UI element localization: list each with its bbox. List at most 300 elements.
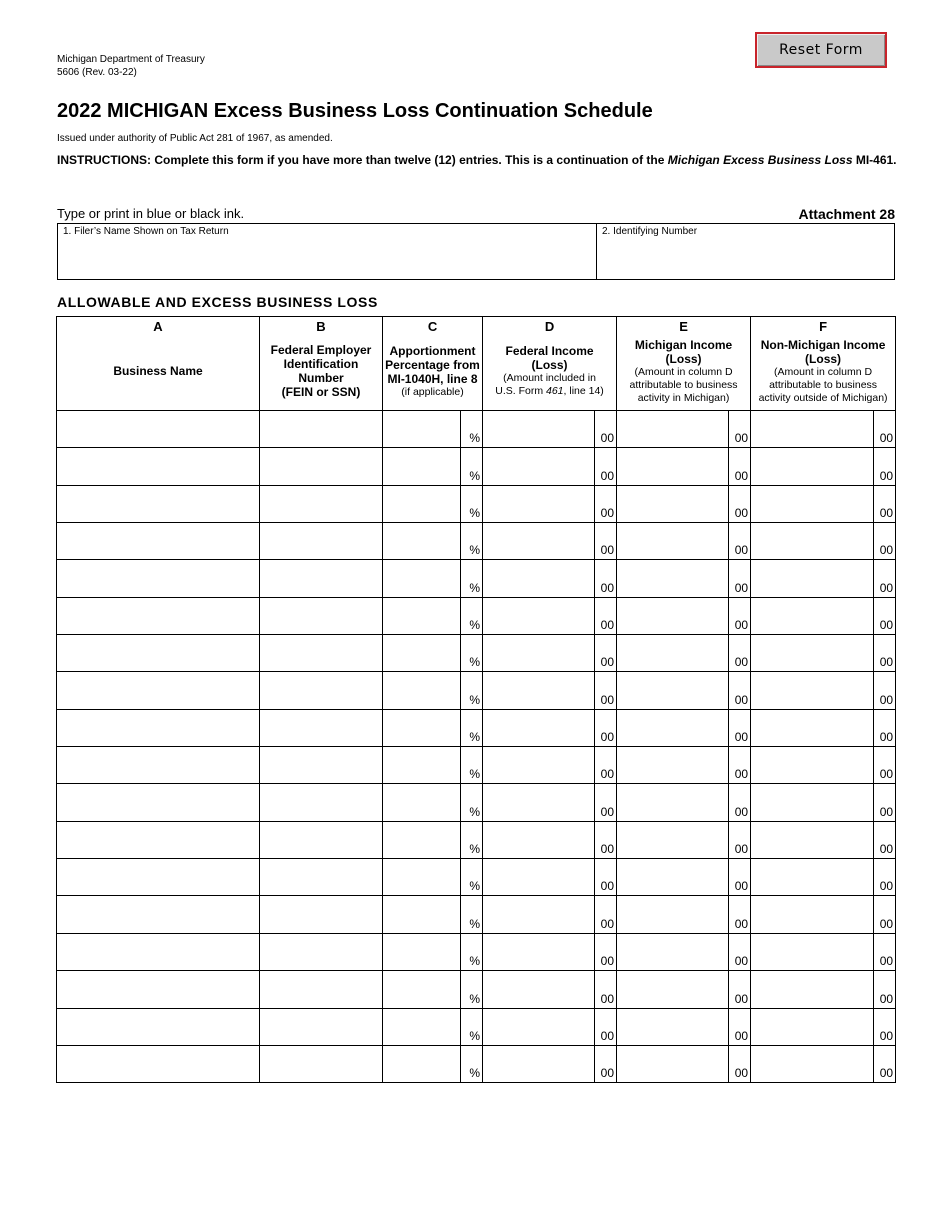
table-row [57,896,896,933]
non-michigan-income-field[interactable] [751,1008,874,1045]
table-row [57,1045,896,1082]
business-name-field[interactable] [57,672,260,709]
col-d-note2-post: , line 14) [563,385,604,397]
apportionment-field[interactable] [383,971,461,1008]
percent-suffix [461,1045,483,1082]
fein-field[interactable] [260,1008,383,1045]
federal-income-cents [595,411,617,448]
federal-income-field[interactable] [483,784,595,821]
non-michigan-income-cents-label: 00 [879,692,894,707]
business-name-field[interactable] [57,411,260,448]
michigan-income-cents [729,821,751,858]
federal-income-cents [595,896,617,933]
percent-suffix [461,896,483,933]
federal-income-cents-label: 00 [600,879,615,894]
col-f-line2: (Loss) [805,351,842,366]
non-michigan-income-field[interactable] [751,821,874,858]
table-row [57,485,896,522]
col-d-letter: D [544,319,555,334]
reset-form-button[interactable]: Reset Form [755,32,887,68]
percent-suffix-label: % [469,692,481,707]
col-e-line1: Michigan Income [634,337,733,352]
non-michigan-income-cents-label: 00 [879,767,894,782]
business-name-field[interactable] [57,597,260,634]
fein-field[interactable] [260,560,383,597]
form-title: 2022 MICHIGAN Excess Business Loss Continuation Schedule [57,100,653,122]
michigan-income-cents [729,709,751,746]
instructions [57,152,897,168]
federal-income-cents-label: 00 [600,1028,615,1043]
percent-suffix [461,971,483,1008]
federal-income-cents-label: 00 [600,692,615,707]
federal-income-cents-label: 00 [600,468,615,483]
percent-suffix [461,933,483,970]
table-row [57,859,896,896]
michigan-income-cents-label: 00 [734,730,749,745]
apportionment-field[interactable] [383,709,461,746]
non-michigan-income-field[interactable] [751,411,874,448]
fein-field[interactable] [260,485,383,522]
michigan-income-cents-label: 00 [734,506,749,521]
col-b-line3: Number [298,371,344,385]
michigan-income-field[interactable] [617,560,729,597]
fein-field[interactable] [260,896,383,933]
apportionment-field[interactable] [383,672,461,709]
federal-income-field[interactable] [483,635,595,672]
federal-income-cents [595,485,617,522]
table-body [57,411,896,1083]
table-row [57,448,896,485]
percent-suffix-label: % [469,991,481,1006]
percent-suffix [461,635,483,672]
non-michigan-income-cents-label: 00 [879,730,894,745]
michigan-income-cents-label: 00 [734,1028,749,1043]
attachment-number: Attachment 28 [798,206,895,222]
percent-suffix [461,709,483,746]
percent-suffix-label: % [469,916,481,931]
non-michigan-income-cents-label: 00 [879,1028,894,1043]
col-c-line3: MI-1040H, line 8 [387,371,478,386]
federal-income-cents-label: 00 [600,916,615,931]
federal-income-cents-label: 00 [600,431,615,446]
apportionment-field[interactable] [383,411,461,448]
table-row [57,821,896,858]
non-michigan-income-cents [874,635,896,672]
business-name-field[interactable] [57,933,260,970]
non-michigan-income-cents-label: 00 [879,468,894,483]
col-c-line2: Percentage from [385,357,480,372]
michigan-income-cents [729,672,751,709]
percent-suffix [461,485,483,522]
non-michigan-income-cents [874,523,896,560]
federal-income-cents [595,523,617,560]
michigan-income-cents [729,1008,751,1045]
business-name-field[interactable] [57,1045,260,1082]
federal-income-cents [595,635,617,672]
non-michigan-income-cents [874,971,896,1008]
federal-income-field[interactable] [483,747,595,784]
federal-income-field[interactable] [483,523,595,560]
federal-income-cents-label: 00 [600,730,615,745]
michigan-income-field[interactable] [617,859,729,896]
col-e-note2: attributable to business [629,378,738,391]
federal-income-field[interactable] [483,597,595,634]
michigan-income-cents-label: 00 [734,431,749,446]
federal-income-cents [595,1045,617,1082]
non-michigan-income-cents-label: 00 [879,543,894,558]
michigan-income-field[interactable] [617,821,729,858]
federal-income-cents [595,933,617,970]
col-f-letter: F [819,319,828,334]
table-row [57,709,896,746]
michigan-income-cents-label: 00 [734,468,749,483]
michigan-income-cents-label: 00 [734,692,749,707]
michigan-income-field[interactable] [617,597,729,634]
michigan-income-cents [729,411,751,448]
non-michigan-income-field[interactable] [751,933,874,970]
federal-income-cents-label: 00 [600,804,615,819]
fein-field[interactable] [260,1045,383,1082]
michigan-income-field[interactable] [617,485,729,522]
col-e-note3: activity in Michigan) [637,391,730,404]
table-row [57,411,896,448]
fein-field[interactable] [260,747,383,784]
business-name-field[interactable] [57,709,260,746]
non-michigan-income-field[interactable] [751,523,874,560]
col-d-line2: (Loss) [531,358,568,372]
michigan-income-field[interactable] [617,933,729,970]
percent-suffix-label: % [469,804,481,819]
federal-income-field[interactable] [483,971,595,1008]
business-name-field[interactable] [57,485,260,522]
non-michigan-income-field[interactable] [751,1045,874,1082]
business-name-field[interactable] [57,635,260,672]
business-name-field[interactable] [57,859,260,896]
col-d-note2-form: 461 [546,385,564,397]
federal-income-cents [595,971,617,1008]
apportionment-field[interactable] [383,747,461,784]
federal-income-cents-label: 00 [600,655,615,670]
col-b-header [260,317,383,411]
non-michigan-income-cents-label: 00 [879,580,894,595]
non-michigan-income-field[interactable] [751,448,874,485]
percent-suffix [461,672,483,709]
michigan-income-cents [729,859,751,896]
section-title: ALLOWABLE AND EXCESS BUSINESS LOSS [57,294,378,310]
col-b-letter: B [316,319,326,334]
percent-suffix-label: % [469,543,481,558]
non-michigan-income-cents-label: 00 [879,991,894,1006]
non-michigan-income-field[interactable] [751,971,874,1008]
col-a-title: Business Name [113,364,203,378]
non-michigan-income-cents-label: 00 [879,618,894,633]
business-name-field[interactable] [57,1008,260,1045]
non-michigan-income-cents-label: 00 [879,916,894,931]
non-michigan-income-cents [874,896,896,933]
michigan-income-cents-label: 00 [734,804,749,819]
michigan-income-cents-label: 00 [734,655,749,670]
federal-income-field[interactable] [483,560,595,597]
business-name-field[interactable] [57,784,260,821]
apportionment-field[interactable] [383,933,461,970]
michigan-income-cents [729,635,751,672]
business-name-field[interactable] [57,448,260,485]
non-michigan-income-cents [874,1045,896,1082]
non-michigan-income-cents-label: 00 [879,1066,894,1081]
federal-income-cents [595,597,617,634]
apportionment-field[interactable] [383,523,461,560]
michigan-income-cents [729,560,751,597]
col-f-note3: activity outside of Michigan) [758,391,888,404]
michigan-income-field[interactable] [617,1045,729,1082]
non-michigan-income-field[interactable] [751,635,874,672]
federal-income-cents-label: 00 [600,506,615,521]
col-d-line1: Federal Income [505,344,594,358]
federal-income-field[interactable] [483,859,595,896]
michigan-income-cents-label: 00 [734,1066,749,1081]
federal-income-cents [595,747,617,784]
fein-field[interactable] [260,971,383,1008]
percent-suffix-label: % [469,1066,481,1081]
percent-suffix-label: % [469,1028,481,1043]
federal-income-cents-label: 00 [600,842,615,857]
federal-income-field[interactable] [483,821,595,858]
michigan-income-cents-label: 00 [734,954,749,969]
percent-suffix-label: % [469,879,481,894]
business-name-field[interactable] [57,523,260,560]
fein-field[interactable] [260,672,383,709]
percent-suffix-label: % [469,506,481,521]
col-d-note2-pre: U.S. Form [495,385,546,397]
col-a-letter: A [153,319,163,334]
fein-field[interactable] [260,597,383,634]
michigan-income-field[interactable] [617,523,729,560]
percent-suffix-label: % [469,618,481,633]
michigan-income-field[interactable] [617,672,729,709]
percent-suffix-label: % [469,655,481,670]
non-michigan-income-cents-label: 00 [879,804,894,819]
table-row [57,672,896,709]
apportionment-field[interactable] [383,635,461,672]
percent-suffix [461,560,483,597]
michigan-income-cents [729,784,751,821]
percent-suffix-label: % [469,468,481,483]
filer-name-field[interactable] [58,224,596,279]
fein-field[interactable] [260,523,383,560]
business-name-field[interactable] [57,896,260,933]
table-row [57,971,896,1008]
non-michigan-income-cents [874,709,896,746]
non-michigan-income-cents [874,933,896,970]
table-row [57,933,896,970]
federal-income-cents [595,1008,617,1045]
apportionment-field[interactable] [383,896,461,933]
col-d-note1: (Amount included in [503,372,596,384]
filer-name-label: 1. Filer’s Name Shown on Tax Return [63,226,229,237]
percent-suffix [461,597,483,634]
non-michigan-income-field[interactable] [751,747,874,784]
col-c-note: (if applicable) [401,385,464,398]
federal-income-field[interactable] [483,411,595,448]
federal-income-field[interactable] [483,1008,595,1045]
fein-field[interactable] [260,933,383,970]
instructions-form-name: Michigan Excess Business Loss [667,153,853,167]
business-name-field[interactable] [57,821,260,858]
michigan-income-cents [729,896,751,933]
agency-name: Michigan Department of Treasury [57,54,205,65]
federal-income-cents-label: 00 [600,543,615,558]
michigan-income-cents-label: 00 [734,618,749,633]
michigan-income-field[interactable] [617,411,729,448]
apportionment-field[interactable] [383,821,461,858]
apportionment-field[interactable] [383,448,461,485]
michigan-income-cents-label: 00 [734,543,749,558]
federal-income-cents [595,784,617,821]
non-michigan-income-field[interactable] [751,784,874,821]
percent-suffix [461,784,483,821]
fein-field[interactable] [260,411,383,448]
percent-suffix-label: % [469,842,481,857]
non-michigan-income-field[interactable] [751,597,874,634]
federal-income-field[interactable] [483,933,595,970]
agency-block [57,53,205,79]
identifying-number-field[interactable] [596,224,894,279]
michigan-income-cents [729,448,751,485]
non-michigan-income-cents-label: 00 [879,954,894,969]
fein-field[interactable] [260,784,383,821]
federal-income-cents-label: 00 [600,954,615,969]
percent-suffix [461,411,483,448]
federal-income-cents-label: 00 [600,991,615,1006]
col-f-note1: (Amount in column D [774,365,873,378]
michigan-income-field[interactable] [617,709,729,746]
table-row [57,784,896,821]
michigan-income-field[interactable] [617,971,729,1008]
apportionment-field[interactable] [383,784,461,821]
federal-income-field[interactable] [483,896,595,933]
col-e-header [617,317,751,411]
federal-income-cents [595,672,617,709]
col-f-note2: attributable to business [769,378,878,391]
federal-income-field[interactable] [483,1045,595,1082]
michigan-income-field[interactable] [617,747,729,784]
federal-income-cents-label: 00 [600,1066,615,1081]
col-e-note1: (Amount in column D [634,365,733,378]
federal-income-cents-label: 00 [600,618,615,633]
non-michigan-income-cents [874,597,896,634]
non-michigan-income-cents [874,1008,896,1045]
michigan-income-field[interactable] [617,896,729,933]
michigan-income-cents [729,971,751,1008]
federal-income-cents-label: 00 [600,767,615,782]
percent-suffix [461,821,483,858]
non-michigan-income-cents-label: 00 [879,655,894,670]
form-number: 5606 (Rev. 03-22) [57,67,137,78]
non-michigan-income-field[interactable] [751,485,874,522]
table-row [57,523,896,560]
ink-note: Type or print in blue or black ink. [57,206,245,221]
non-michigan-income-field[interactable] [751,560,874,597]
percent-suffix-label: % [469,431,481,446]
apportionment-field[interactable] [383,859,461,896]
michigan-income-cents [729,747,751,784]
fein-field[interactable] [260,709,383,746]
michigan-income-cents-label: 00 [734,991,749,1006]
col-f-header [751,317,896,411]
fein-field[interactable] [260,859,383,896]
michigan-income-cents [729,485,751,522]
col-c-line1: Apportionment [389,343,476,358]
federal-income-cents [595,560,617,597]
percent-suffix [461,1008,483,1045]
non-michigan-income-cents [874,672,896,709]
percent-suffix-label: % [469,954,481,969]
col-f-line1: Non-Michigan Income [760,337,886,352]
col-e-letter: E [679,319,688,334]
fein-field[interactable] [260,448,383,485]
non-michigan-income-cents [874,784,896,821]
fein-field[interactable] [260,821,383,858]
michigan-income-field[interactable] [617,784,729,821]
filer-info-box [57,223,895,280]
fein-field[interactable] [260,635,383,672]
business-name-field[interactable] [57,971,260,1008]
col-d-header [483,317,617,411]
table-row [57,635,896,672]
federal-income-field[interactable] [483,709,595,746]
apportionment-field[interactable] [383,560,461,597]
non-michigan-income-cents-label: 00 [879,506,894,521]
michigan-income-cents [729,597,751,634]
col-b-line1: Federal Employer [270,343,372,357]
business-loss-table [56,316,896,1083]
percent-suffix [461,448,483,485]
non-michigan-income-field[interactable] [751,896,874,933]
michigan-income-cents-label: 00 [734,842,749,857]
non-michigan-income-field[interactable] [751,672,874,709]
instructions-body: Complete this form if you have more than twelve (12) entries. This is a continuation of the [151,153,668,167]
apportionment-field[interactable] [383,597,461,634]
col-c-header [383,317,483,411]
federal-income-field[interactable] [483,448,595,485]
federal-income-cents [595,709,617,746]
table-row [57,747,896,784]
non-michigan-income-cents-label: 00 [879,842,894,857]
non-michigan-income-field[interactable] [751,859,874,896]
michigan-income-cents-label: 00 [734,916,749,931]
non-michigan-income-field[interactable] [751,709,874,746]
business-name-field[interactable] [57,560,260,597]
identifying-number-label: 2. Identifying Number [602,226,698,237]
col-c-letter: C [427,319,438,334]
federal-income-field[interactable] [483,485,595,522]
table-row [57,560,896,597]
apportionment-field[interactable] [383,1008,461,1045]
business-name-field[interactable] [57,747,260,784]
michigan-income-field[interactable] [617,635,729,672]
percent-suffix [461,747,483,784]
apportionment-field[interactable] [383,485,461,522]
michigan-income-field[interactable] [617,1008,729,1045]
apportionment-field[interactable] [383,1045,461,1082]
michigan-income-cents [729,523,751,560]
table-row [57,597,896,634]
percent-suffix-label: % [469,580,481,595]
federal-income-field[interactable] [483,672,595,709]
michigan-income-cents-label: 00 [734,767,749,782]
non-michigan-income-cents [874,747,896,784]
michigan-income-field[interactable] [617,448,729,485]
